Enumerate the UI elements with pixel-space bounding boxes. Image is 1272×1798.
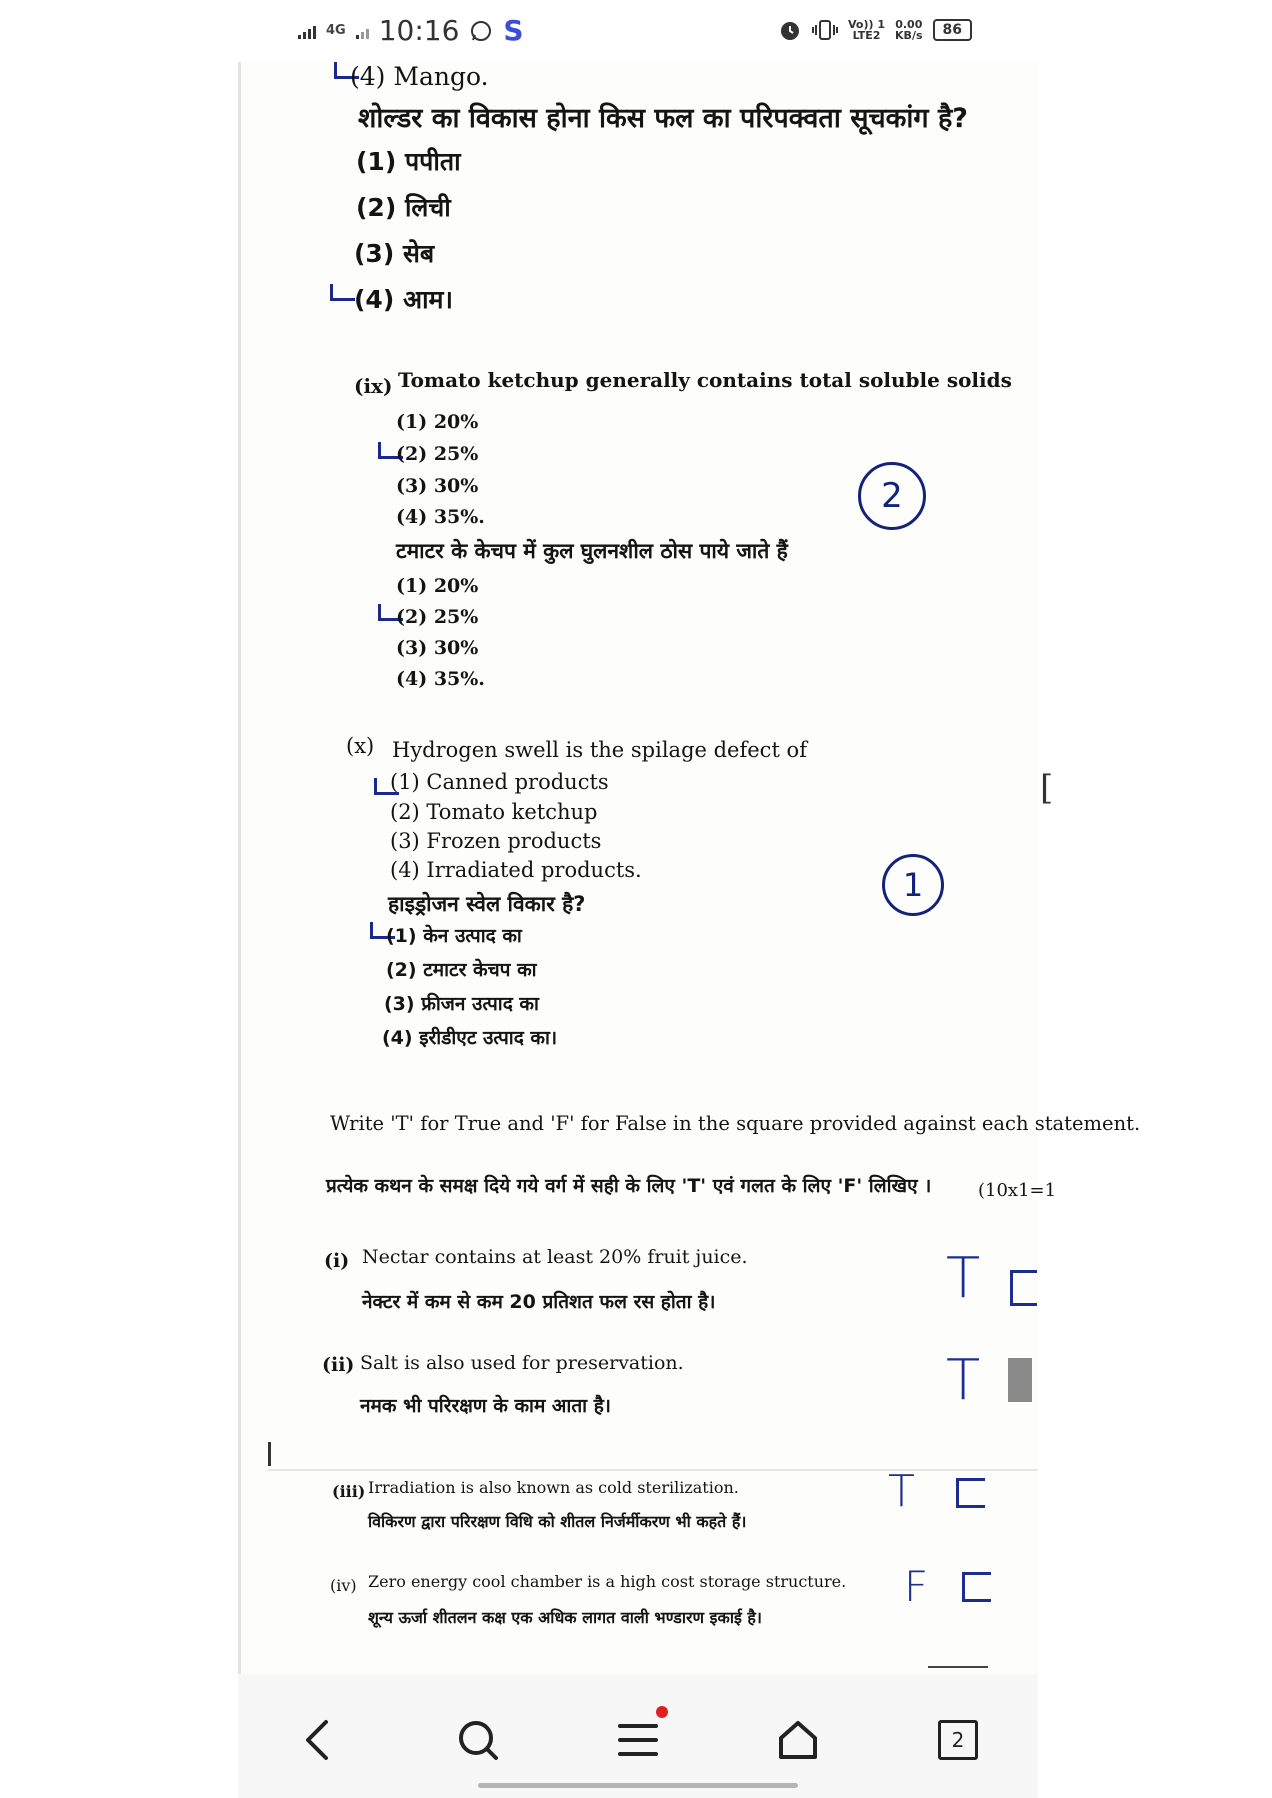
statement-english: Zero energy cool chamber is a high cost storage structure.: [368, 1572, 847, 1591]
home-button[interactable]: [768, 1710, 828, 1770]
handwritten-answer: T: [946, 1246, 981, 1311]
alarm-icon: [778, 18, 802, 42]
network-speed: 0.00 KB/s: [895, 18, 923, 42]
option: (4) आम।: [354, 285, 453, 314]
option: (2) टमाटर केचप का: [386, 959, 537, 981]
statement-hindi: नमक भी परिरक्षण के काम आता है।: [360, 1395, 612, 1417]
divider: [268, 1469, 1038, 1471]
prev-option: (4) Mango.: [350, 62, 489, 91]
circled-answer: 1: [882, 854, 944, 916]
option: (4) Irradiated products.: [390, 858, 642, 882]
margin-bracket: [: [1040, 768, 1054, 808]
question-shoulder: शोल्डर का विकास होना किस फल का परिपक्वता सूचकांग है?: [358, 103, 968, 134]
statement-label: (iv): [330, 1576, 357, 1595]
signal-icon: [298, 23, 316, 39]
option: (4) 35%.: [396, 668, 485, 690]
answer-box: [1010, 1270, 1037, 1306]
handwritten-answer: T: [888, 1466, 915, 1517]
menu-icon: [616, 1720, 660, 1760]
cut-off-line: [928, 1666, 988, 1668]
battery-indicator: 86: [933, 19, 972, 41]
option: (3) 30%: [396, 475, 479, 497]
handwritten-answer: T: [946, 1348, 981, 1413]
tf-instruction-hindi: प्रत्येक कथन के समक्ष दिये गये वर्ग में सही के लिए 'T' एवं गलत के लिए 'F' लिखिए ।: [326, 1175, 932, 1197]
option: (4) 35%.: [396, 506, 485, 528]
statement-english: Salt is also used for preservation.: [360, 1352, 684, 1374]
scan-mark: [268, 1442, 271, 1466]
tf-instruction-english: Write 'T' for True and 'F' for False in the square provided against each statement.: [330, 1112, 1141, 1135]
option: (3) Frozen products: [390, 829, 602, 853]
question-x-hindi: हाइड्रोजन स्वेल विकार है?: [388, 892, 586, 916]
option: (2) लिची: [356, 193, 451, 222]
option: (2) 25%: [396, 443, 479, 465]
question-ix-hindi: टमाटर के केचप में कुल घुलनशील ठोस पाये जाते हैं: [396, 539, 788, 563]
chevron-left-icon: [298, 1718, 338, 1762]
question-number: (ix): [354, 374, 393, 398]
statement-label: (ii): [322, 1354, 355, 1376]
notification-dot: [656, 1706, 668, 1718]
tick-mark: [330, 284, 355, 301]
vibrate-icon: [812, 19, 838, 41]
answer-box: [956, 1478, 985, 1508]
option: (1) पपीता: [356, 147, 461, 176]
statement-hindi: विकिरण द्वारा परिरक्षण विधि को शीतल निर्जर्मीकरण भी कहते हैं।: [368, 1512, 747, 1531]
option: (2) 25%: [396, 606, 479, 628]
answer-box-shaded: [1008, 1358, 1032, 1402]
question-x-english: Hydrogen swell is the spilage defect of: [392, 738, 807, 762]
option: (4) इरीडीएट उत्पाद का।: [382, 1027, 558, 1049]
signal-2-icon: [356, 23, 369, 39]
option: (3) फ्रीजन उत्पाद का: [384, 993, 539, 1015]
statement-label: (i): [324, 1250, 350, 1272]
handwritten-answer: F: [904, 1562, 929, 1611]
menu-button[interactable]: [608, 1710, 668, 1770]
clock: 10:16: [378, 14, 460, 47]
option: (3) 30%: [396, 637, 479, 659]
network-type: 4G: [326, 22, 346, 38]
gesture-home-indicator[interactable]: [478, 1783, 798, 1788]
marks-label: (10x1=1: [978, 1180, 1057, 1201]
whatsapp-icon: [469, 19, 493, 43]
option: (1) Canned products: [390, 770, 609, 794]
option: (3) सेब: [354, 239, 435, 268]
search-icon: [456, 1718, 500, 1762]
tabs-count: 2: [938, 1720, 978, 1760]
tabs-button[interactable]: [928, 1710, 988, 1770]
statement-hindi: शून्य ऊर्जा शीतलन कक्ष एक अधिक लागत वाली भण्डारण इकाई है।: [368, 1608, 762, 1627]
status-bar: [0, 0, 1272, 62]
option: (2) Tomato ketchup: [390, 800, 598, 824]
statement-english: Nectar contains at least 20% fruit juice.: [362, 1246, 748, 1268]
option: (1) केन उत्पाद का: [386, 925, 522, 947]
app-notification-icon: S: [503, 14, 524, 47]
back-button[interactable]: [288, 1710, 348, 1770]
home-icon: [776, 1718, 820, 1762]
statement-english: Irradiation is also known as cold sterilization.: [368, 1478, 739, 1497]
answer-box: [962, 1572, 991, 1602]
option: (1) 20%: [396, 411, 479, 433]
volte-indicator: Vo)) 1 LTE2: [848, 18, 886, 42]
exam-page-image: [238, 62, 1141, 1674]
bottom-navigation-bar: [238, 1674, 1038, 1798]
circled-answer: 2: [858, 462, 926, 530]
question-ix-english: Tomato ketchup generally contains total soluble solids: [398, 368, 1012, 392]
statement-label: (iii): [332, 1482, 366, 1501]
search-button[interactable]: [448, 1710, 508, 1770]
option: (1) 20%: [396, 575, 479, 597]
statement-hindi: नेक्टर में कम से कम 20 प्रतिशत फल रस होता है।: [362, 1291, 716, 1313]
question-number: (x): [346, 734, 375, 758]
